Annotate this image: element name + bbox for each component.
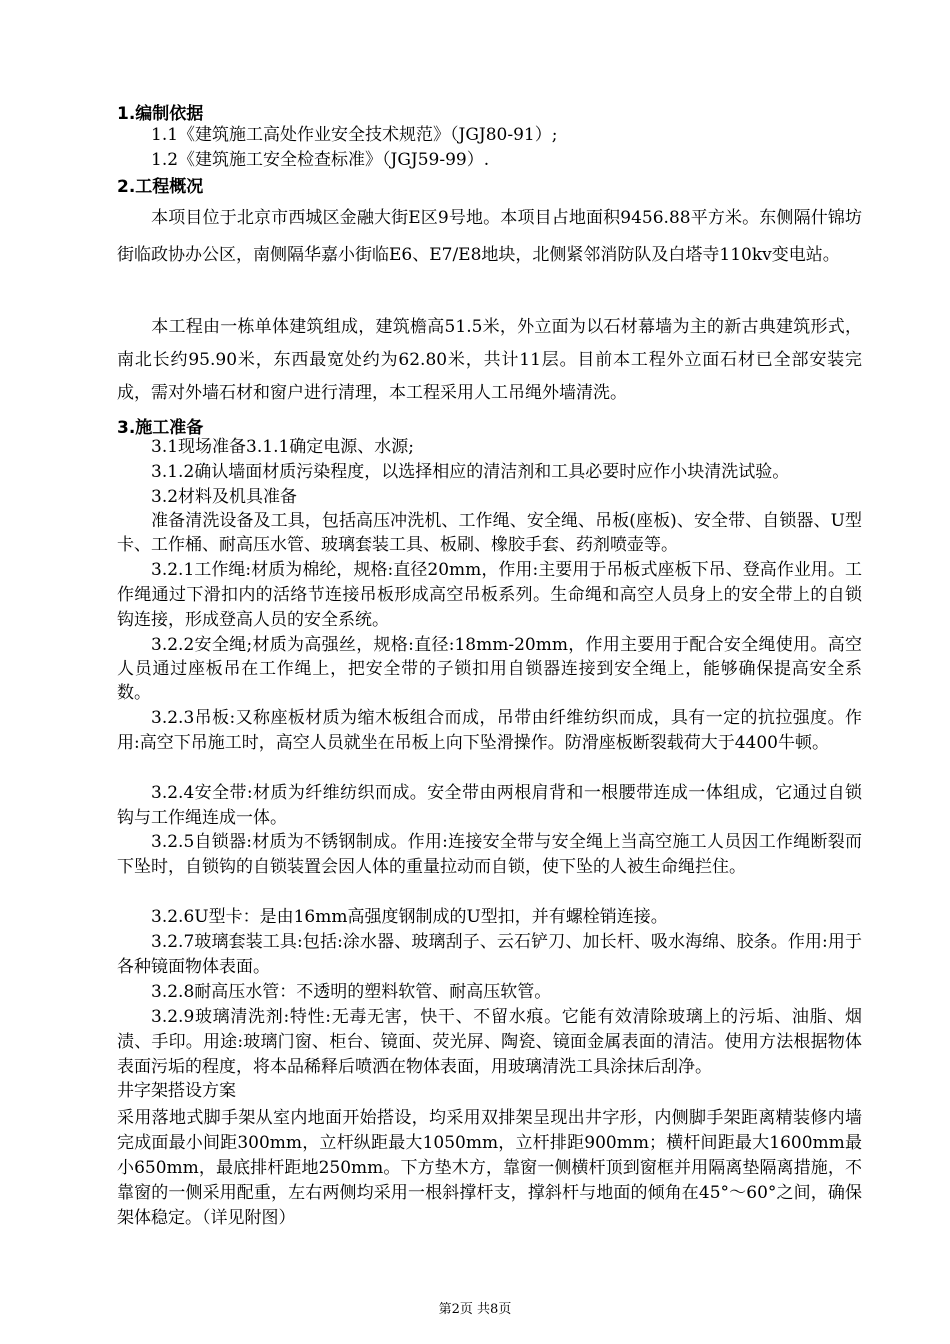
item-3-2-5-paragraph: 3.2.5自锁器:材质为不锈钢制成。作用:连接安全带与安全绳上当高空施工人员因工作绳断裂而下坠时，自锁钩的自锁装置会因人体的重量拉动而自锁，使下坠的人被生命绳拦住。: [117, 832, 862, 877]
item-3-2-4-paragraph: 3.2.4安全带:材质为纤维纺织而成。安全带由两根肩背和一根腰带连成一体组成，它通过自锁钩与工作绳连成一体。: [117, 783, 862, 828]
project-overview-paragraph-1: 本项目位于北京市西城区金融大街E区9号地。本项目占地面积9456.88平方米。东侧隔什锦坊街临政协办公区，南侧隔华嘉小街临E6、E7/E8地块，北侧紧邻消防队及白塔寺110kv变电站。: [117, 208, 862, 265]
item-3-2-9-paragraph: 3.2.9玻璃清洗剂:特性:无毒无害，快干、不留水痕。它能有效清除玻璃上的污垢、油脂、烟渍、手印。用途:玻璃门窗、柜台、镜面、荧光屏、陶瓷、镜面金属表面的清洁。使用方法根据物体表面污垢的程度，将本品稀释后喷洒在物体表面，用玻璃清洗工具涂抹后刮净。: [117, 1007, 862, 1077]
equipment-paragraph: 准备清洗设备及工具，包括高压冲洗机、工作绳、安全绳、吊板(座板)、安全带、自锁器、U型卡、工作桶、耐高压水管、玻璃套装工具、板刷、橡胶手套、药剂喷壶等。: [117, 511, 862, 555]
item-3-2-1-paragraph: 3.2.1工作绳:材质为棉纶，规格:直径20mm，作用:主要用于吊板式座板下吊、登高作业用。工作绳通过下滑扣内的活络节连接吊板形成高空吊板系列。生命绳和高空人员身上的安全带上的自锁钩连接，形成登高人员的安全系统。: [117, 560, 862, 630]
basis-item-1: 1.1《建筑施工高处作业安全技术规范》（JGJ80-91）;: [151, 125, 558, 145]
basis-item-2: 1.2《建筑施工安全检查标准》（JGJ59-99）.: [151, 150, 490, 170]
page-number-footer: 第2页 共8页: [438, 1302, 512, 1317]
section-1-heading: 1.编制依据: [117, 104, 204, 124]
project-overview-paragraph-2: 本工程由一栋单体建筑组成，建筑檐高51.5米，外立面为以石材幕墙为主的新古典建筑形式，南北长约95.90米，东西最宽处约为62.80米，共计11层。目前本工程外立面石材已全部安装完成，需对外墙石材和窗户进行清理，本工程采用人工吊绳外墙清洗。: [117, 317, 862, 403]
prep-item-3-1: 3.1现场准备3.1.1确定电源、水源;: [151, 437, 415, 457]
section-3-heading: 3.施工准备: [117, 418, 204, 438]
scaffold-plan-paragraph: 采用落地式脚手架从室内地面开始搭设，均采用双排架呈现出井字形，内侧脚手架距离精装修内墙完成面最小间距300mm，立杆纵距最大1050mm，立杆排距900mm；横杆间距最大1600mm最小650mm，最底排杆距地250mm。下方垫木方，靠窗一侧横杆顶到窗框并用隔离垫隔离措施，不靠窗的一侧采用配重，左右两侧均采用一根斜撑杆支，撑斜杆与地面的倾角在45°～60°之间，确保架体稳定。（详见附图）: [117, 1108, 862, 1228]
prep-item-3-2: 3.2材料及机具准备: [151, 487, 298, 507]
item-3-2-7-paragraph: 3.2.7玻璃套装工具:包括:涂水器、玻璃刮子、云石铲刀、加长杆、吸水海绵、胶条。作用:用于各种镜面物体表面。: [117, 932, 862, 977]
prep-item-3-1-2: 3.1.2确认墙面材质污染程度，以选择相应的清洁剂和工具必要时应作小块清洗试验。: [151, 462, 790, 482]
item-3-2-6-paragraph: 3.2.6U型卡：是由16mm高强度钢制成的U型扣，并有螺栓销连接。: [151, 907, 668, 927]
section-2-heading: 2.工程概况: [117, 177, 204, 197]
item-3-2-8-paragraph: 3.2.8耐高压水管：不透明的塑料软管、耐高压软管。: [151, 982, 552, 1002]
item-3-2-3-paragraph: 3.2.3吊板:又称座板材质为缩木板组合而成，吊带由纤维纺织而成，具有一定的抗拉强度。作用:高空下吊施工时，高空人员就坐在吊板上向下坠滑操作。防滑座板断裂载荷大于4400牛顿。: [117, 708, 862, 753]
scaffold-plan-heading: 井字架搭设方案: [117, 1081, 236, 1101]
item-3-2-2-paragraph: 3.2.2安全绳;材质为高强丝，规格:直径:18mm-20mm，作用主要用于配合安全绳使用。高空人员通过座板吊在工作绳上，把安全带的子锁扣用自锁器连接到安全绳上，能够确保提高安全系数。: [117, 635, 862, 703]
